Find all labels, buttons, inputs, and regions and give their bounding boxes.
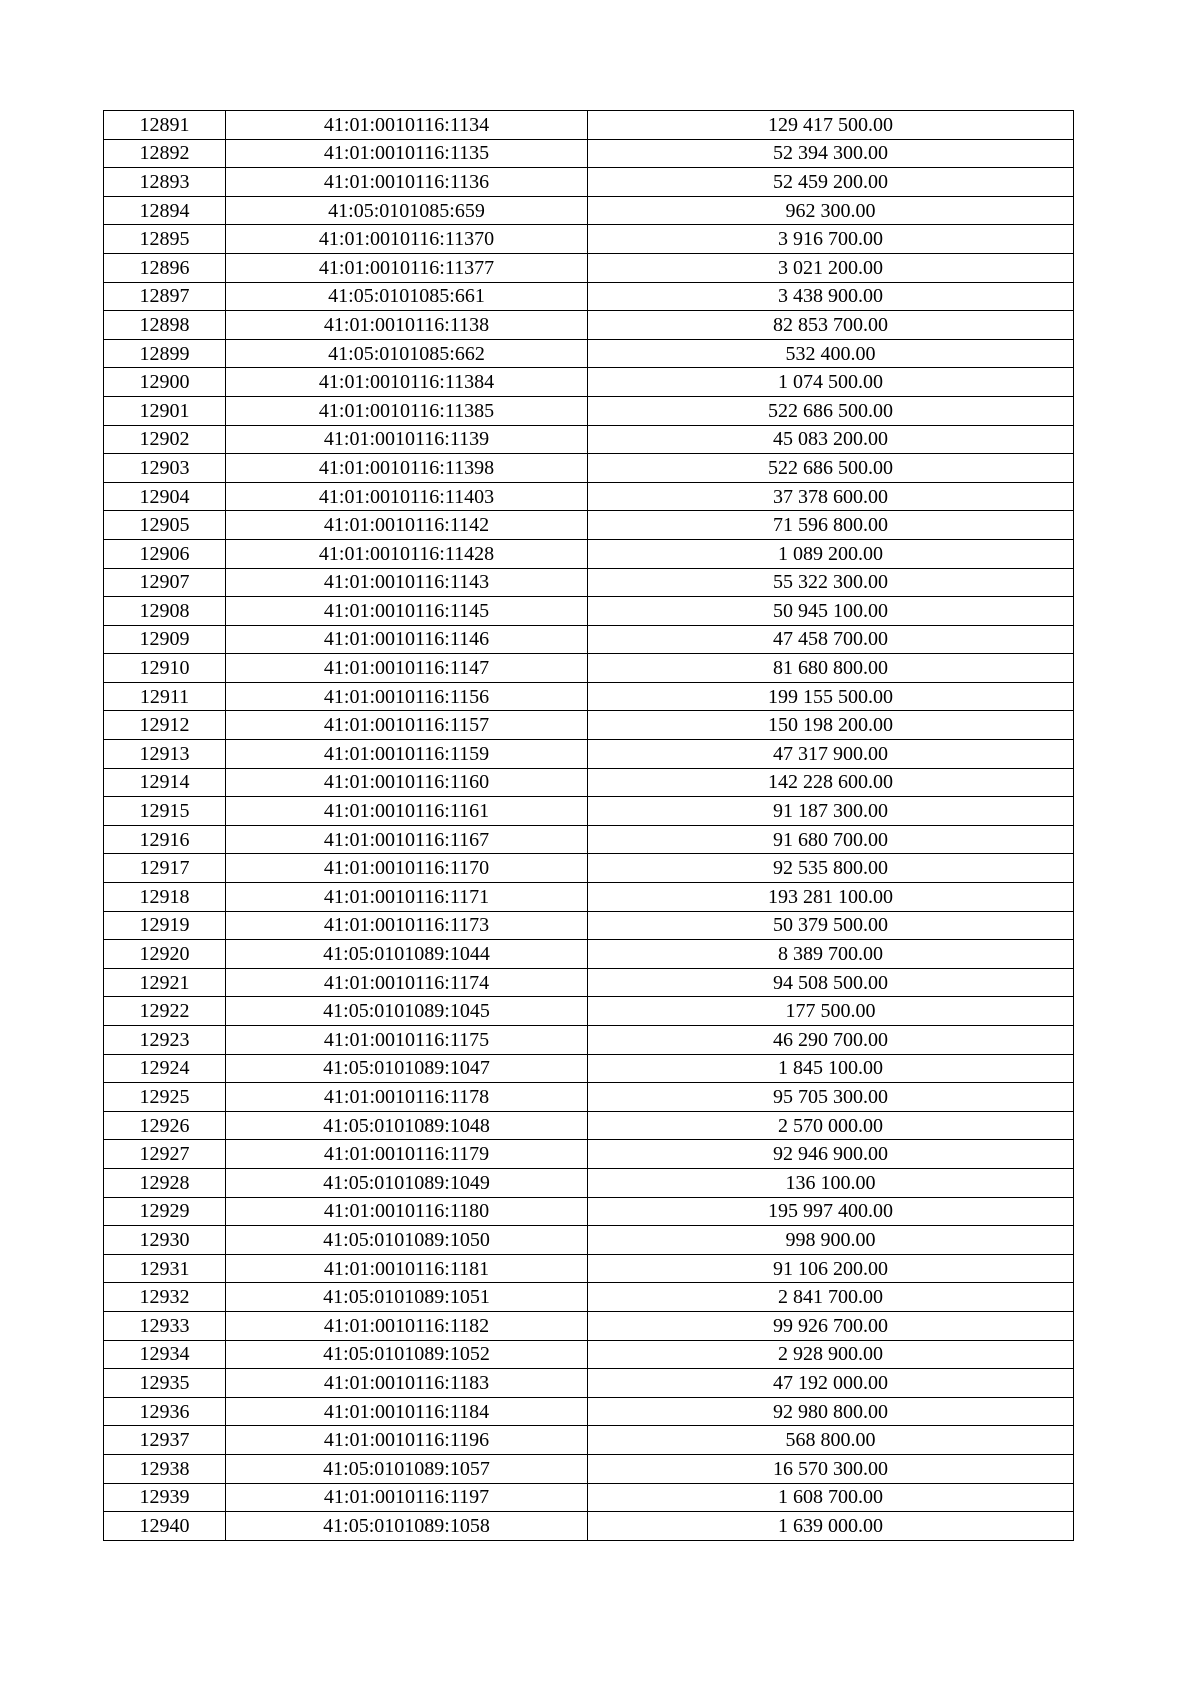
row-number-cell: 12897 [104,282,226,311]
cadastral-value-cell: 3 916 700.00 [588,225,1074,254]
row-number-cell: 12925 [104,1083,226,1112]
row-number-cell: 12907 [104,568,226,597]
table-row [104,482,1074,511]
cadastral-value-cell: 92 946 900.00 [588,1140,1074,1169]
cadastral-value-cell: 998 900.00 [588,1226,1074,1255]
table-body [104,111,1074,1541]
table-row [104,1254,1074,1283]
row-number-cell: 12893 [104,168,226,197]
cadastral-number-cell: 41:01:0010116:1139 [226,425,588,454]
cadastral-number-cell: 41:01:0010116:1142 [226,511,588,540]
row-number-cell: 12918 [104,883,226,912]
cadastral-value-cell: 129 417 500.00 [588,111,1074,140]
cadastral-number-cell: 41:01:0010116:1171 [226,883,588,912]
table-row [104,311,1074,340]
cadastral-value-cell: 37 378 600.00 [588,482,1074,511]
row-number-cell: 12917 [104,854,226,883]
table-row [104,1369,1074,1398]
cadastral-value-cell: 177 500.00 [588,997,1074,1026]
cadastral-value-cell: 136 100.00 [588,1168,1074,1197]
row-number-cell: 12913 [104,740,226,769]
cadastral-value-cell: 55 322 300.00 [588,568,1074,597]
cadastral-number-cell: 41:01:0010116:1184 [226,1397,588,1426]
cadastral-number-cell: 41:01:0010116:11385 [226,396,588,425]
cadastral-value-cell: 16 570 300.00 [588,1454,1074,1483]
cadastral-number-cell: 41:01:0010116:1157 [226,711,588,740]
table-row [104,1397,1074,1426]
cadastral-value-cell: 91 680 700.00 [588,825,1074,854]
cadastral-number-cell: 41:01:0010116:1183 [226,1369,588,1398]
cadastral-value-cell: 71 596 800.00 [588,511,1074,540]
row-number-cell: 12924 [104,1054,226,1083]
cadastral-value-table [103,110,1074,1541]
table-row [104,825,1074,854]
cadastral-value-cell: 82 853 700.00 [588,311,1074,340]
cadastral-number-cell: 41:05:0101089:1058 [226,1512,588,1541]
cadastral-number-cell: 41:01:0010116:1182 [226,1311,588,1340]
cadastral-value-cell: 3 021 200.00 [588,253,1074,282]
row-number-cell: 12908 [104,597,226,626]
row-number-cell: 12939 [104,1483,226,1512]
cadastral-number-cell: 41:01:0010116:1156 [226,682,588,711]
cadastral-value-cell: 142 228 600.00 [588,768,1074,797]
table-row [104,625,1074,654]
row-number-cell: 12940 [104,1512,226,1541]
cadastral-value-cell: 193 281 100.00 [588,883,1074,912]
table-row [104,111,1074,140]
table-row [104,1111,1074,1140]
cadastral-number-cell: 41:05:0101085:659 [226,196,588,225]
cadastral-number-cell: 41:01:0010116:1135 [226,139,588,168]
table-row [104,654,1074,683]
cadastral-number-cell: 41:01:0010116:11398 [226,454,588,483]
table-row [104,1226,1074,1255]
cadastral-value-cell: 3 438 900.00 [588,282,1074,311]
table-row [104,997,1074,1026]
cadastral-value-cell: 52 394 300.00 [588,139,1074,168]
cadastral-number-cell: 41:01:0010116:1167 [226,825,588,854]
row-number-cell: 12928 [104,1168,226,1197]
cadastral-value-cell: 45 083 200.00 [588,425,1074,454]
table-row [104,1026,1074,1055]
table-row [104,1197,1074,1226]
cadastral-number-cell: 41:05:0101089:1049 [226,1168,588,1197]
cadastral-number-cell: 41:05:0101089:1050 [226,1226,588,1255]
cadastral-number-cell: 41:01:0010116:1197 [226,1483,588,1512]
row-number-cell: 12923 [104,1026,226,1055]
cadastral-number-cell: 41:01:0010116:1178 [226,1083,588,1112]
table-row [104,425,1074,454]
cadastral-number-cell: 41:01:0010116:11370 [226,225,588,254]
row-number-cell: 12926 [104,1111,226,1140]
table-row [104,940,1074,969]
cadastral-value-cell: 1 089 200.00 [588,539,1074,568]
table-row [104,711,1074,740]
row-number-cell: 12911 [104,682,226,711]
cadastral-number-cell: 41:01:0010116:1170 [226,854,588,883]
cadastral-value-cell: 92 535 800.00 [588,854,1074,883]
cadastral-number-cell: 41:01:0010116:1175 [226,1026,588,1055]
cadastral-number-cell: 41:01:0010116:1136 [226,168,588,197]
table-row [104,225,1074,254]
cadastral-number-cell: 41:05:0101089:1044 [226,940,588,969]
table-row [104,740,1074,769]
cadastral-value-cell: 99 926 700.00 [588,1311,1074,1340]
row-number-cell: 12933 [104,1311,226,1340]
cadastral-number-cell: 41:01:0010116:1147 [226,654,588,683]
row-number-cell: 12895 [104,225,226,254]
table-row [104,1168,1074,1197]
row-number-cell: 12898 [104,311,226,340]
row-number-cell: 12904 [104,482,226,511]
cadastral-value-cell: 1 608 700.00 [588,1483,1074,1512]
table-row [104,368,1074,397]
cadastral-number-cell: 41:01:0010116:11428 [226,539,588,568]
row-number-cell: 12901 [104,396,226,425]
cadastral-number-cell: 41:01:0010116:1180 [226,1197,588,1226]
table-row [104,1426,1074,1455]
row-number-cell: 12910 [104,654,226,683]
row-number-cell: 12900 [104,368,226,397]
table-row [104,968,1074,997]
cadastral-value-cell: 92 980 800.00 [588,1397,1074,1426]
table-row [104,511,1074,540]
cadastral-number-cell: 41:05:0101089:1047 [226,1054,588,1083]
cadastral-number-cell: 41:01:0010116:1138 [226,311,588,340]
cadastral-value-cell: 150 198 200.00 [588,711,1074,740]
cadastral-value-cell: 81 680 800.00 [588,654,1074,683]
cadastral-value-cell: 95 705 300.00 [588,1083,1074,1112]
table-row [104,1454,1074,1483]
cadastral-value-cell: 91 106 200.00 [588,1254,1074,1283]
row-number-cell: 12920 [104,940,226,969]
cadastral-number-cell: 41:01:0010116:1159 [226,740,588,769]
cadastral-number-cell: 41:01:0010116:1173 [226,911,588,940]
row-number-cell: 12929 [104,1197,226,1226]
table-row [104,1283,1074,1312]
cadastral-value-cell: 47 458 700.00 [588,625,1074,654]
cadastral-number-cell: 41:05:0101089:1048 [226,1111,588,1140]
table-row [104,1054,1074,1083]
row-number-cell: 12914 [104,768,226,797]
cadastral-number-cell: 41:01:0010116:1179 [226,1140,588,1169]
table-row [104,1083,1074,1112]
cadastral-value-cell: 522 686 500.00 [588,454,1074,483]
cadastral-value-cell: 94 508 500.00 [588,968,1074,997]
row-number-cell: 12934 [104,1340,226,1369]
cadastral-number-cell: 41:01:0010116:1196 [226,1426,588,1455]
table-row [104,597,1074,626]
cadastral-value-cell: 2 928 900.00 [588,1340,1074,1369]
cadastral-number-cell: 41:05:0101089:1045 [226,997,588,1026]
cadastral-value-cell: 47 192 000.00 [588,1369,1074,1398]
row-number-cell: 12916 [104,825,226,854]
table-row [104,1311,1074,1340]
cadastral-value-cell: 522 686 500.00 [588,396,1074,425]
row-number-cell: 12892 [104,139,226,168]
row-number-cell: 12927 [104,1140,226,1169]
table-row [104,1512,1074,1541]
table-row [104,139,1074,168]
row-number-cell: 12905 [104,511,226,540]
table-row [104,1483,1074,1512]
cadastral-number-cell: 41:01:0010116:1160 [226,768,588,797]
row-number-cell: 12915 [104,797,226,826]
cadastral-number-cell: 41:05:0101089:1052 [226,1340,588,1369]
table-row [104,196,1074,225]
row-number-cell: 12921 [104,968,226,997]
cadastral-number-cell: 41:01:0010116:1161 [226,797,588,826]
cadastral-number-cell: 41:01:0010116:1134 [226,111,588,140]
table-row [104,768,1074,797]
table-row [104,682,1074,711]
cadastral-value-cell: 195 997 400.00 [588,1197,1074,1226]
table-row [104,168,1074,197]
row-number-cell: 12909 [104,625,226,654]
row-number-cell: 12891 [104,111,226,140]
table-row [104,797,1074,826]
table-row [104,282,1074,311]
row-number-cell: 12896 [104,253,226,282]
row-number-cell: 12903 [104,454,226,483]
table-row [104,911,1074,940]
row-number-cell: 12931 [104,1254,226,1283]
cadastral-value-cell: 46 290 700.00 [588,1026,1074,1055]
row-number-cell: 12935 [104,1369,226,1398]
cadastral-value-cell: 2 570 000.00 [588,1111,1074,1140]
cadastral-value-cell: 91 187 300.00 [588,797,1074,826]
table-row [104,1140,1074,1169]
cadastral-number-cell: 41:01:0010116:1143 [226,568,588,597]
cadastral-value-cell: 8 389 700.00 [588,940,1074,969]
row-number-cell: 12922 [104,997,226,1026]
row-number-cell: 12938 [104,1454,226,1483]
cadastral-value-cell: 2 841 700.00 [588,1283,1074,1312]
cadastral-number-cell: 41:01:0010116:1145 [226,597,588,626]
row-number-cell: 12906 [104,539,226,568]
cadastral-number-cell: 41:05:0101089:1057 [226,1454,588,1483]
cadastral-number-cell: 41:01:0010116:11403 [226,482,588,511]
row-number-cell: 12930 [104,1226,226,1255]
cadastral-value-cell: 1 639 000.00 [588,1512,1074,1541]
row-number-cell: 12932 [104,1283,226,1312]
row-number-cell: 12937 [104,1426,226,1455]
cadastral-value-cell: 532 400.00 [588,339,1074,368]
cadastral-value-cell: 1 074 500.00 [588,368,1074,397]
row-number-cell: 12919 [104,911,226,940]
table-row [104,568,1074,597]
cadastral-value-cell: 47 317 900.00 [588,740,1074,769]
table-row [104,854,1074,883]
row-number-cell: 12902 [104,425,226,454]
cadastral-value-cell: 52 459 200.00 [588,168,1074,197]
cadastral-value-cell: 50 379 500.00 [588,911,1074,940]
table-row [104,339,1074,368]
table-row [104,1340,1074,1369]
table-row [104,454,1074,483]
cadastral-number-cell: 41:05:0101089:1051 [226,1283,588,1312]
row-number-cell: 12912 [104,711,226,740]
cadastral-number-cell: 41:05:0101085:661 [226,282,588,311]
cadastral-number-cell: 41:01:0010116:11384 [226,368,588,397]
cadastral-value-cell: 50 945 100.00 [588,597,1074,626]
cadastral-number-cell: 41:01:0010116:1146 [226,625,588,654]
cadastral-number-cell: 41:05:0101085:662 [226,339,588,368]
cadastral-value-cell: 1 845 100.00 [588,1054,1074,1083]
cadastral-value-cell: 962 300.00 [588,196,1074,225]
cadastral-number-cell: 41:01:0010116:1181 [226,1254,588,1283]
cadastral-number-cell: 41:01:0010116:1174 [226,968,588,997]
cadastral-value-cell: 199 155 500.00 [588,682,1074,711]
table-row [104,253,1074,282]
table-row [104,539,1074,568]
row-number-cell: 12936 [104,1397,226,1426]
row-number-cell: 12894 [104,196,226,225]
row-number-cell: 12899 [104,339,226,368]
table-row [104,396,1074,425]
cadastral-number-cell: 41:01:0010116:11377 [226,253,588,282]
cadastral-value-cell: 568 800.00 [588,1426,1074,1455]
table-row [104,883,1074,912]
